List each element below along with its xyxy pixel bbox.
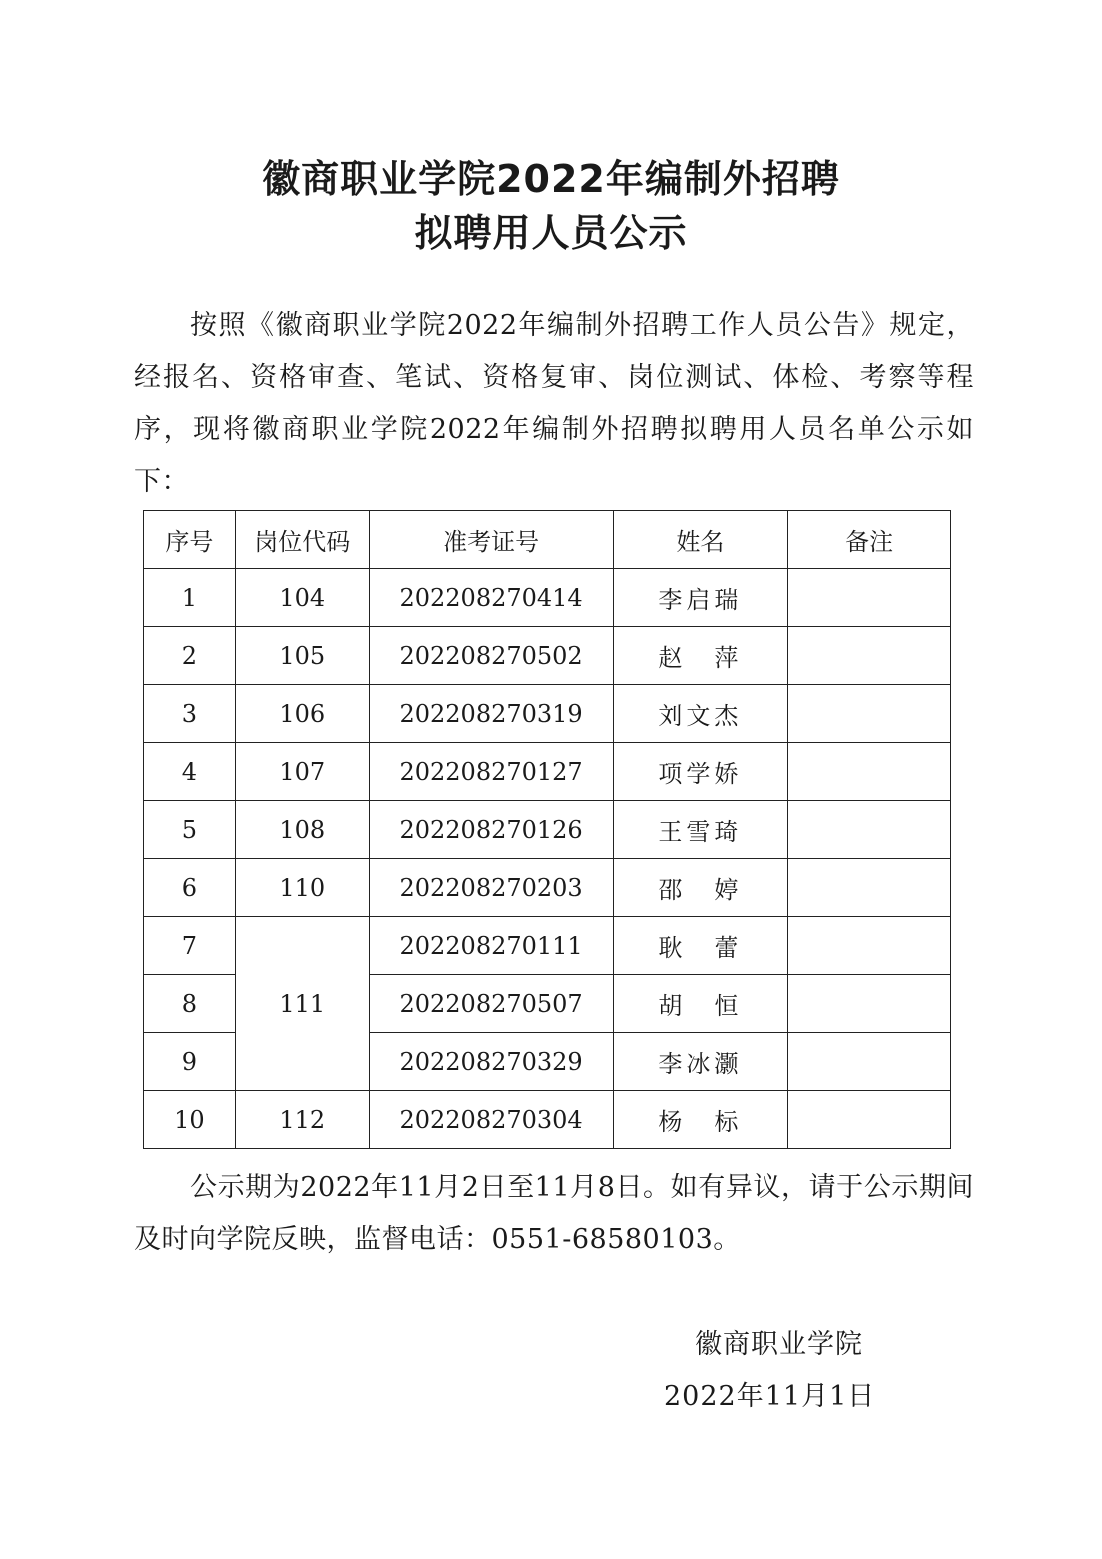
intro-text: 按照《徽商职业学院2022年编制外招聘工作人员公告》规定，经报名、资格审查、笔试、资格复审、岗位测试、体检、考察等程序，现将徽商职业学院2022年编制外招聘拟聘用人员名单公示如下：: [134, 310, 974, 497]
document-title-line1: 徽商职业学院2022年编制外招聘: [262, 157, 840, 201]
row-exam-id: 202208270127: [369, 743, 613, 801]
row-code: 107: [235, 743, 369, 801]
header-code: 岗位代码: [235, 511, 369, 569]
row-note: [788, 1033, 951, 1091]
notice-text: 公示期为2022年11月2日至11月8日。如有异议，请于公示期间及时向学院反映，监督电话：0551-68580103。: [134, 1172, 974, 1255]
row-no: 4: [144, 743, 236, 801]
row-name: 李启瑞: [613, 569, 788, 627]
roster-table: [143, 510, 951, 1149]
row-note: [788, 743, 951, 801]
row-exam-id: 202208270304: [369, 1091, 613, 1149]
row-exam-id: 202208270203: [369, 859, 613, 917]
row-note: [788, 975, 951, 1033]
row-no: 3: [144, 685, 236, 743]
row-name: 杨 标: [613, 1091, 788, 1149]
row-exam-id: 202208270329: [369, 1033, 613, 1091]
table-row: [144, 627, 951, 685]
row-exam-id: 202208270502: [369, 627, 613, 685]
document-title-line2: 拟聘用人员公示: [414, 211, 688, 255]
row-name: 刘文杰: [613, 685, 788, 743]
row-exam-id: 202208270414: [369, 569, 613, 627]
row-no: 5: [144, 801, 236, 859]
row-no: 1: [144, 569, 236, 627]
table-row: [144, 917, 951, 975]
row-no: 8: [144, 975, 236, 1033]
row-name: 邵 婷: [613, 859, 788, 917]
row-code: 112: [235, 1091, 369, 1149]
notice-paragraph: [134, 1162, 974, 1266]
row-exam-id: 202208270111: [369, 917, 613, 975]
row-code-merged: 111: [235, 917, 369, 1091]
row-note: [788, 917, 951, 975]
row-exam-id: 202208270319: [369, 685, 613, 743]
row-note: [788, 569, 951, 627]
row-note: [788, 859, 951, 917]
row-no: 9: [144, 1033, 236, 1091]
row-exam-id: 202208270126: [369, 801, 613, 859]
table-row: [144, 743, 951, 801]
header-note: 备注: [788, 511, 951, 569]
row-name: 耿 蕾: [613, 917, 788, 975]
row-note: [788, 627, 951, 685]
row-name: 王雪琦: [613, 801, 788, 859]
header-exam-id: 准考证号: [369, 511, 613, 569]
row-no: 7: [144, 917, 236, 975]
table-row: [144, 801, 951, 859]
header-no: 序号: [144, 511, 236, 569]
row-name: 李冰灏: [613, 1033, 788, 1091]
row-note: [788, 685, 951, 743]
row-note: [788, 801, 951, 859]
row-code: 105: [235, 627, 369, 685]
signature-date: 2022年11月1日: [664, 1381, 876, 1412]
row-code: 110: [235, 859, 369, 917]
header-name: 姓名: [613, 511, 788, 569]
row-no: 10: [144, 1091, 236, 1149]
table-row: [144, 685, 951, 743]
row-name: 胡 恒: [613, 975, 788, 1033]
signature-org: 徽商职业学院: [695, 1329, 863, 1360]
table-row: [144, 569, 951, 627]
row-note: [788, 1091, 951, 1149]
row-code: 108: [235, 801, 369, 859]
row-code: 106: [235, 685, 369, 743]
row-code: 104: [235, 569, 369, 627]
row-name: 赵 萍: [613, 627, 788, 685]
table-header-row: [144, 511, 951, 569]
row-exam-id: 202208270507: [369, 975, 613, 1033]
row-no: 6: [144, 859, 236, 917]
table-row: [144, 1091, 951, 1149]
table-row: [144, 859, 951, 917]
row-name: 项学娇: [613, 743, 788, 801]
intro-paragraph: [134, 300, 974, 508]
row-no: 2: [144, 627, 236, 685]
